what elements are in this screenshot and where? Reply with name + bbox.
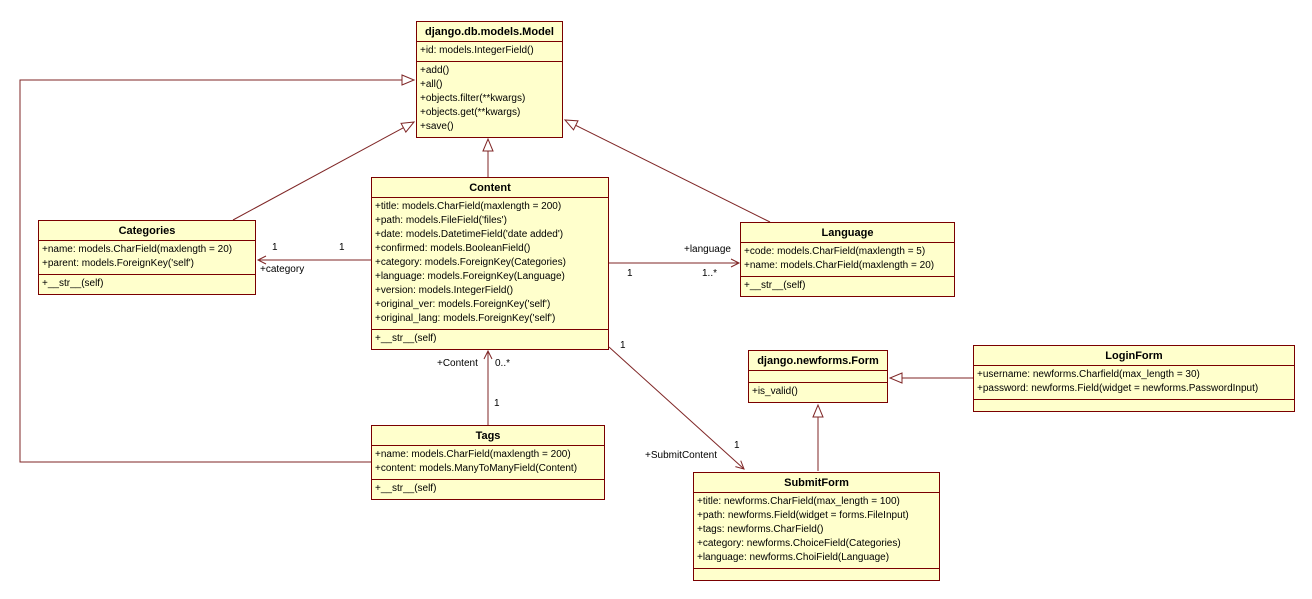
multiplicity-label: 1 [339, 242, 345, 253]
class-box-loginform[interactable] [973, 345, 1295, 412]
method-row: +__str__(self) [375, 333, 437, 344]
attributes-section [974, 366, 1294, 400]
multiplicity-label: 1..* [702, 268, 718, 279]
class-box-categories[interactable] [38, 220, 256, 295]
attributes-section [741, 243, 954, 277]
attributes-section [39, 241, 255, 275]
attribute-row: +tags: newforms.CharField() [697, 524, 824, 535]
attribute-row: +title: models.CharField(maxlength = 200) [375, 201, 562, 212]
association-name-label: +language [684, 244, 731, 255]
methods-section [372, 480, 604, 499]
method-row: +save() [420, 121, 454, 132]
class-box-language[interactable] [740, 222, 955, 297]
multiplicity-label: 1 [272, 242, 278, 253]
attribute-row: +category: models.ForeignKey(Categories) [375, 257, 566, 268]
multiplicity-label: 1 [620, 340, 626, 351]
attribute-row: +name: models.CharField(maxlength = 20) [744, 260, 935, 271]
attribute-row: +id: models.IntegerField() [420, 45, 534, 56]
class-title: SubmitForm [694, 473, 939, 493]
class-box-content[interactable] [371, 177, 609, 350]
method-row: +__str__(self) [42, 278, 104, 289]
attribute-row: +date: models.DatetimeField('date added') [375, 229, 564, 240]
attributes-section [372, 198, 608, 330]
multiplicity-label: 1 [734, 440, 740, 451]
class-title: django.db.models.Model [417, 22, 562, 42]
attribute-row: +name: models.CharField(maxlength = 20) [42, 244, 233, 255]
attribute-row: +username: newforms.Charfield(max_length = 30) [977, 369, 1200, 380]
multiplicity-label: 1 [627, 268, 633, 279]
attribute-row: +path: models.FileField('files') [375, 215, 507, 226]
attribute-row: +parent: models.ForeignKey('self') [42, 258, 194, 269]
methods-section [39, 275, 255, 294]
association-name-label: +category [260, 264, 305, 275]
attribute-row: +category: newforms.ChoiceField(Categories) [697, 538, 901, 549]
attribute-row: +confirmed: models.BooleanField() [375, 243, 531, 254]
class-box-django-newforms-form[interactable] [748, 350, 888, 403]
class-title: django.newforms.Form [749, 351, 887, 371]
attributes-section [694, 493, 939, 569]
class-box-tags[interactable] [371, 425, 605, 500]
methods-section [372, 330, 608, 349]
attribute-row: +password: newforms.Field(widget = newforms.PasswordInput) [977, 383, 1259, 394]
attribute-row: +language: newforms.ChoiField(Language) [697, 552, 890, 563]
attributes-section [372, 446, 604, 480]
multiplicity-label: 0..* [495, 358, 511, 369]
class-title: Language [741, 223, 954, 243]
attribute-row: +code: models.CharField(maxlength = 5) [744, 246, 926, 257]
method-row: +is_valid() [752, 386, 798, 397]
method-row: +__str__(self) [375, 483, 437, 494]
multiplicity-label: 1 [494, 398, 500, 409]
methods-section [749, 383, 887, 402]
class-title: Content [372, 178, 608, 198]
attribute-row: +version: models.IntegerField() [375, 285, 514, 296]
attributes-section [749, 371, 887, 383]
attribute-row: +original_lang: models.ForeignKey('self') [375, 313, 556, 324]
methods-section [741, 277, 954, 296]
class-title: LoginForm [974, 346, 1294, 366]
attribute-row: +title: newforms.CharField(max_length = 100) [697, 496, 900, 507]
class-title: Tags [372, 426, 604, 446]
method-row: +add() [420, 65, 450, 76]
attribute-row: +content: models.ManyToManyField(Content) [375, 463, 578, 474]
attributes-section [417, 42, 562, 62]
attribute-row: +original_ver: models.ForeignKey('self') [375, 299, 551, 310]
methods-section [694, 569, 939, 580]
method-row: +all() [420, 79, 443, 90]
class-title: Categories [39, 221, 255, 241]
methods-section [974, 400, 1294, 411]
association-name-label: +Content [437, 358, 478, 369]
methods-section [417, 62, 562, 137]
attribute-row: +path: newforms.Field(widget = forms.FileInput) [697, 510, 909, 521]
class-box-django-db-models-model[interactable] [416, 21, 563, 138]
attribute-row: +name: models.CharField(maxlength = 200) [375, 449, 571, 460]
association-name-label: +SubmitContent [645, 450, 717, 461]
method-row: +objects.get(**kwargs) [420, 107, 521, 118]
attribute-row: +language: models.ForeignKey(Language) [375, 271, 565, 282]
method-row: +objects.filter(**kwargs) [420, 93, 526, 104]
method-row: +__str__(self) [744, 280, 806, 291]
class-box-submitform[interactable] [693, 472, 940, 581]
